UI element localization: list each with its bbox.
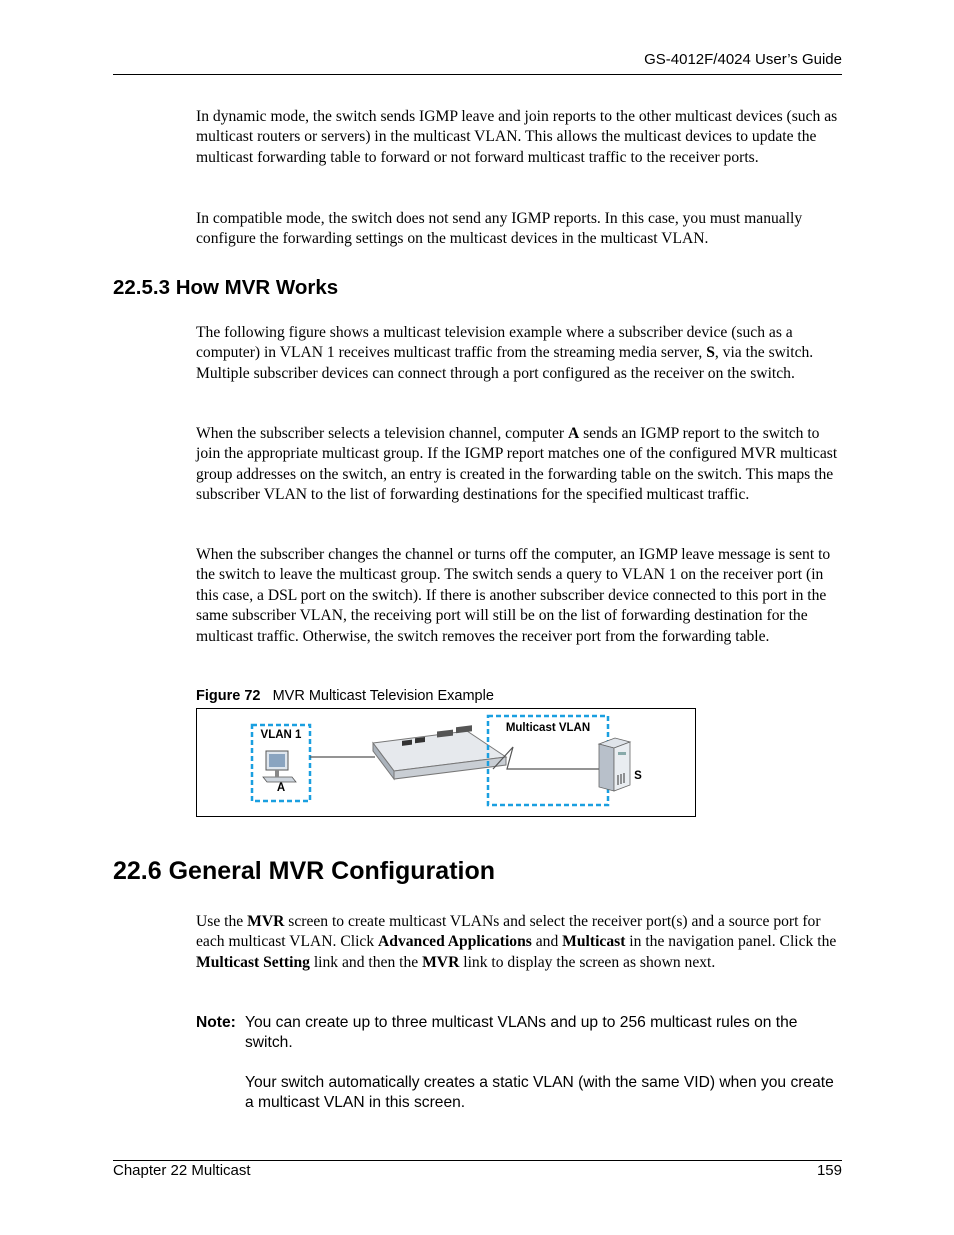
figure-label: Figure 72 [196, 688, 261, 704]
section-heading-general-mvr-configuration: 22.6 General MVR Configuration [113, 857, 496, 885]
section-heading-how-mvr-works: 22.5.3 How MVR Works [113, 276, 339, 299]
paragraph-figure-intro: The following figure shows a multicast television example where a subscriber device (such as a computer) in VLAN 1 receives multicast traffic from the streaming media server, S, via the switch. Multiple subscriber devices can connect through a port configured as the receiver on the switch. [196, 324, 814, 382]
footer-rule [113, 1160, 842, 1161]
note-text-2: Your switch automatically creates a static VLAN (with the same VID) when you create a multicast VLAN in this screen. [245, 1074, 834, 1112]
footer-page-number: 159 [816, 1162, 842, 1179]
header-rule [113, 74, 842, 75]
figure-caption [196, 688, 494, 704]
server-s-label: S [634, 770, 642, 782]
paragraph-dynamic-mode: In dynamic mode, the switch sends IGMP leave and join reports to the other multicast devices (such as multicast routers or servers) in the multicast VLAN. This allows the multicast devices to update the multicast forwarding table to forward or not forward multicast traffic to the receiver ports. [196, 108, 838, 166]
figure-title: MVR Multicast Television Example [272, 688, 494, 704]
computer-a-label: A [276, 782, 286, 794]
figure-mvr-diagram [196, 708, 696, 817]
paragraph-compatible-mode: In compatible mode, the switch does not send any IGMP reports. In this case, you must manually configure the forwarding settings on the multicast devices in the multicast VLAN. [196, 210, 803, 248]
server-icon [599, 738, 630, 791]
computer-icon [263, 751, 296, 782]
paragraph-use-mvr-screen: Use the MVR screen to create multicast VLANs and select the receiver port(s) and a source port for each multicast VLAN. Click Advanced Applications and Multicast in the navigation panel. Click the Multicast Setting link and then the MVR link to display the screen as shown next. [196, 913, 837, 971]
note-text-1: You can create up to three multicast VLANs and up to 256 multicast rules on the switch. [245, 1014, 798, 1052]
vlan1-label: VLAN 1 [260, 729, 302, 741]
multicast-vlan-label: Multicast VLAN [505, 722, 591, 734]
paragraph-subscriber-selects: When the subscriber selects a television channel, computer A sends an IGMP report to the switch to join the appropriate multicast group. If the IGMP report matches one of the configured MVR multicast group addresses on the switch, an entry is created in the forwarding table on the switch. This maps the subscriber VLAN to the list of forwarding destinations for the specified multicast traffic. [196, 425, 838, 504]
mvr-diagram-svg [197, 709, 695, 816]
switch-icon [373, 725, 506, 779]
link-switch-server [493, 747, 599, 769]
note-label: Note: [196, 1014, 236, 1031]
running-header-title: GS-4012F/4024 User’s Guide [644, 51, 842, 68]
paragraph-subscriber-changes: When the subscriber changes the channel or turns off the computer, an IGMP leave message is sent to the switch to leave the multicast group. The switch sends a query to VLAN 1 on the receiver port (in this case, a DSL port on the switch). If there is another subscriber device connected to this port in the same subscriber VLAN, the receiving port will still be on the list of forwarding destination for the multicast traffic. Otherwise, the switch removes the receiver port from the forwarding table. [196, 546, 831, 645]
footer-chapter: Chapter 22 Multicast [113, 1162, 251, 1179]
